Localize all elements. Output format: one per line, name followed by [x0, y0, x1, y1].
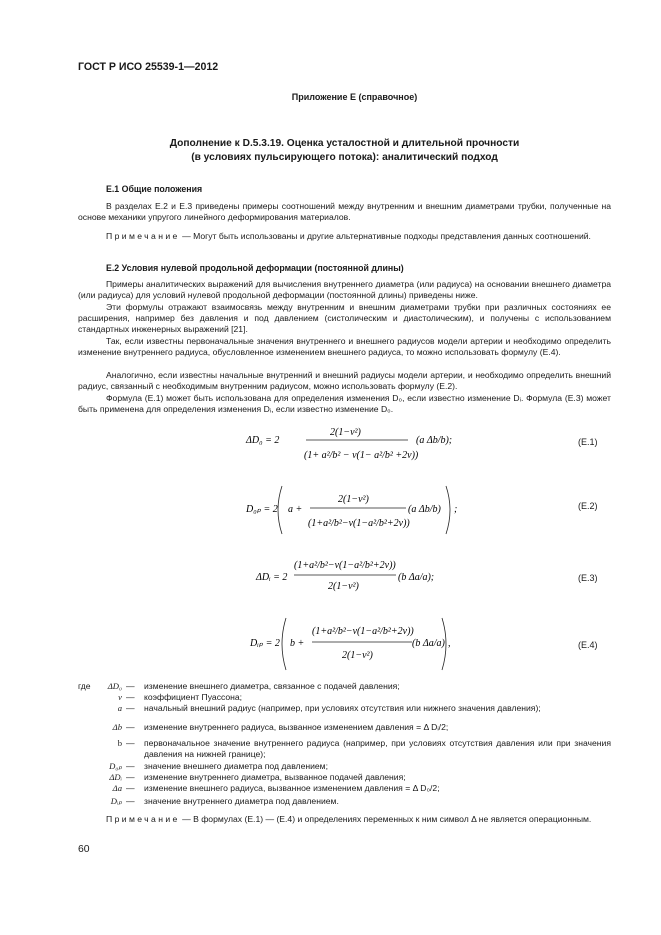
- symbol: ΔDᵢ: [109, 772, 122, 782]
- svg-text:b +: b +: [290, 638, 305, 649]
- note-label: Примечание: [106, 231, 180, 241]
- paragraph: Примеры аналитических выражений для вычисления внутреннего диаметра (или радиуса) на основании внешнего диаметра (или радиуса) для условий нулевой продольной деформации (постоянной длины) приведены ниже.: [78, 279, 611, 301]
- svg-text:D₀ₚ = 2: D₀ₚ = 2: [246, 504, 278, 515]
- svg-text:2(1−ν²): 2(1−ν²): [338, 494, 369, 505]
- symbol: D₀ₚ: [109, 761, 122, 771]
- symbol: Dᵢₚ: [110, 796, 122, 806]
- symbol: ΔD₀: [107, 681, 122, 691]
- definition-text: начальный внешний радиус (например, при условиях отсутствия или нижнего значения давления);: [144, 703, 541, 713]
- svg-text:(1+a²/b²−ν(1−a²/b²+2ν)): (1+a²/b²−ν(1−a²/b²+2ν)): [308, 518, 410, 529]
- svg-text:(b Δa/a): (b Δa/a): [412, 638, 445, 649]
- svg-text:Dᵢₚ = 2: Dᵢₚ = 2: [250, 638, 280, 649]
- page-title: [78, 137, 611, 165]
- definition-text: значение внутреннего диаметра под давлением.: [144, 796, 339, 806]
- paragraph: Так, если известны первоначальные значения внутреннего и внешнего радиусов модели артерии и необходимо определить изменение внутреннего радиуса, обусловленное изменением внешнего радиуса, то можно использовать формулу (Е.4).: [78, 336, 611, 358]
- svg-text:(1+a²/b²−ν(1−a²/b²+2ν)): (1+a²/b²−ν(1−a²/b²+2ν)): [312, 626, 414, 637]
- svg-text:(1+a²/b²−ν(1−a²/b²+2ν)): (1+a²/b²−ν(1−a²/b²+2ν)): [294, 560, 396, 571]
- definition-text: коэффициент Пуассона;: [144, 692, 243, 702]
- svg-text:a +: a +: [288, 504, 303, 515]
- symbol: a: [117, 703, 122, 713]
- definition-text: изменение внутреннего диаметра, вызванное подачей давления;: [144, 772, 406, 782]
- symbol: ν: [118, 692, 122, 702]
- svg-text:2(1−ν²): 2(1−ν²): [330, 427, 361, 438]
- definition-text: первоначальное значение внутреннего радиуса (например, при условиях отсутствия давления или при значения давления на нижней границе);: [144, 738, 611, 760]
- definition-text: изменение внутреннего радиуса, вызванное изменением давления = Δ Dᵢ/2;: [144, 722, 449, 732]
- definition-text: значение внешнего диаметра под давлением;: [144, 761, 328, 771]
- note-text: — Могут быть использованы и другие альтернативные подходы представления данных соотношений.: [179, 231, 591, 241]
- equation-e4: [248, 614, 458, 674]
- equation-number: (Е.2): [578, 501, 598, 511]
- title-line-1: Дополнение к D.5.3.19. Оценка усталостной и длительной прочности: [169, 138, 520, 149]
- equation-number: (Е.3): [578, 573, 598, 583]
- svg-text:(a Δb/b): (a Δb/b): [408, 504, 441, 515]
- note-text: — В формулах (Е.1) — (Е.4) и определениях переменных к ним символ Δ не является операционным.: [179, 814, 592, 824]
- svg-text:(b Δa/a);: (b Δa/a);: [398, 572, 435, 583]
- symbol: Δb: [112, 722, 122, 732]
- svg-text:;: ;: [454, 504, 458, 515]
- paragraph: В разделах Е.2 и Е.3 приведены примеры соотношений между внутренним и внешним диаметрами трубки, полученные на основе механики упругого линейного деформирования материалов.: [78, 201, 611, 223]
- where-label: где: [78, 681, 91, 691]
- equation-e3: [250, 552, 450, 598]
- svg-text:2(1−ν²): 2(1−ν²): [342, 650, 373, 661]
- paragraph: Аналогично, если известны начальные внутренний и внешний радиусы модели артерии, и необходимо определить внешний радиус, связанный с необходимым внутренним радиусом, можно использовать формулу (Е.2).: [78, 370, 611, 392]
- equation-number: (Е.1): [578, 437, 598, 447]
- equation-number: (Е.4): [578, 640, 598, 650]
- svg-text:ΔD₀ = 2: ΔD₀ = 2: [246, 435, 280, 446]
- note: [78, 814, 611, 825]
- section-heading-e1: Е.1 Общие положения: [106, 184, 203, 194]
- paragraph: Эти формулы отражают взаимосвязь между внутренним и внешним диаметрами трубки при различных состояниях ее расширения, например без давления и под давлением (систолическим и диастолическим), и получены с использованием стандартных инженерных выражений [21].: [78, 302, 611, 335]
- annex-label: Приложение Е (справочное): [291, 92, 418, 102]
- paragraph: Формула (Е.1) может быть использована для определения изменения D₀, если известно изменение Dᵢ. Формула (Е.3) может быть применена для определения изменения Dᵢ, если известно изменение D₀.: [78, 393, 611, 415]
- definition-text: изменение внешнего диаметра, связанное с подачей давления;: [144, 681, 400, 691]
- svg-text:ΔDᵢ = 2: ΔDᵢ = 2: [256, 572, 288, 583]
- symbol: b: [117, 738, 122, 748]
- symbol: Δa: [112, 783, 122, 793]
- svg-text:(a Δb/b);: (a Δb/b);: [416, 435, 453, 446]
- definition-text: изменение внешнего радиуса, вызванное изменением давления = Δ D₀/2;: [144, 783, 440, 793]
- section-heading-e2: Е.2 Условия нулевой продольной деформации (постоянной длины): [106, 263, 404, 273]
- document-id: ГОСТ Р ИСО 25539-1—2012: [78, 61, 219, 73]
- note-label: Примечание: [106, 814, 180, 824]
- equation-e1: [240, 424, 470, 466]
- page-number: 60: [78, 844, 90, 855]
- title-line-2: (в условиях пульсирующего потока): аналитический подход: [191, 152, 498, 163]
- svg-text:,: ,: [448, 638, 451, 649]
- svg-text:2(1−ν²): 2(1−ν²): [328, 581, 359, 592]
- svg-text:(1+ a²/b² − ν(1− a²/b² +2ν)): (1+ a²/b² − ν(1− a²/b² +2ν)): [304, 450, 419, 461]
- equation-e2: [240, 482, 470, 538]
- note: [78, 231, 611, 242]
